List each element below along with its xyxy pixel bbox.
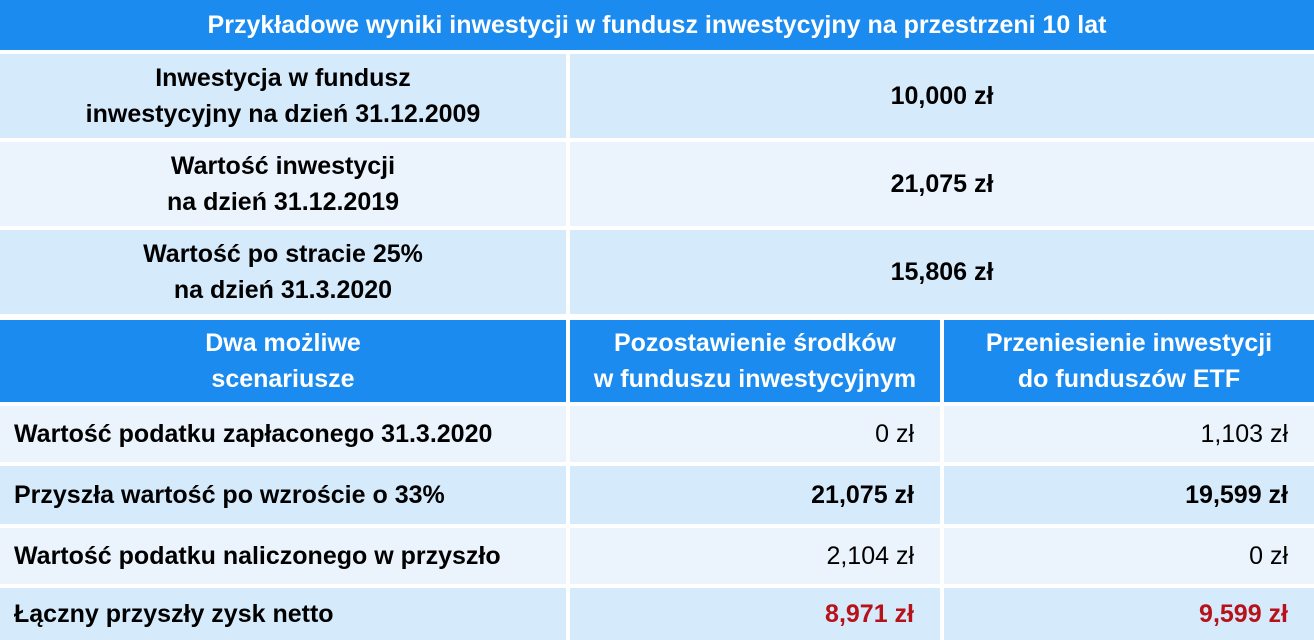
summary-label-line2: na dzień 31.3.2020 bbox=[173, 276, 393, 304]
scenario-row-col1: 21,075 zł bbox=[570, 466, 940, 524]
scenario-row-label: Łączny przyszły zysk netto bbox=[0, 588, 566, 640]
scenario-row-col2: 1,103 zł bbox=[944, 406, 1314, 462]
summary-label bbox=[0, 54, 566, 138]
scenario-row-label: Wartość podatku zapłaconego 31.3.2020 bbox=[0, 406, 566, 462]
summary-label-line1: Wartość po stracie 25% bbox=[143, 240, 423, 268]
scenario-row-col1: 2,104 zł bbox=[570, 528, 940, 584]
net-profit-col2: 9,599 zł bbox=[944, 588, 1314, 640]
scenario-header-line1: Dwa możliwe bbox=[205, 329, 361, 357]
scenario-header-line2: scenariusze bbox=[211, 365, 355, 393]
net-profit-col1: 8,971 zł bbox=[570, 588, 940, 640]
scenario-header-label bbox=[0, 320, 566, 402]
summary-value: 15,806 zł bbox=[570, 230, 1314, 314]
col2-header-line1: Przeniesienie inwestycji bbox=[985, 329, 1273, 357]
summary-label-line2: inwestycyjny na dzień 31.12.2009 bbox=[85, 100, 481, 128]
scenario-row-col2: 0 zł bbox=[944, 528, 1314, 584]
col1-header-line1: Pozostawienie środków bbox=[613, 329, 896, 357]
summary-value: 21,075 zł bbox=[570, 142, 1314, 226]
scenario-header-col2 bbox=[944, 320, 1314, 402]
scenario-row-label: Wartość podatku naliczonego w przyszło bbox=[0, 528, 566, 584]
summary-label-line1: Inwestycja w fundusz bbox=[155, 64, 411, 92]
col1-header-line2: w funduszu inwestycyjnym bbox=[593, 365, 917, 393]
summary-label bbox=[0, 142, 566, 226]
scenario-row-col2: 19,599 zł bbox=[944, 466, 1314, 524]
table-title: Przykładowe wyniki inwestycji w fundusz inwestycyjny na przestrzeni 10 lat bbox=[0, 0, 1314, 50]
col2-header-line2: do funduszów ETF bbox=[1017, 365, 1241, 393]
summary-value: 10,000 zł bbox=[570, 54, 1314, 138]
summary-label bbox=[0, 230, 566, 314]
summary-label-line1: Wartość inwestycji bbox=[170, 152, 396, 180]
scenario-row-col1: 0 zł bbox=[570, 406, 940, 462]
scenario-header-col1 bbox=[570, 320, 940, 402]
summary-label-line2: na dzień 31.12.2019 bbox=[166, 188, 400, 216]
scenario-row-label: Przyszła wartość po wzroście o 33% bbox=[0, 466, 566, 524]
